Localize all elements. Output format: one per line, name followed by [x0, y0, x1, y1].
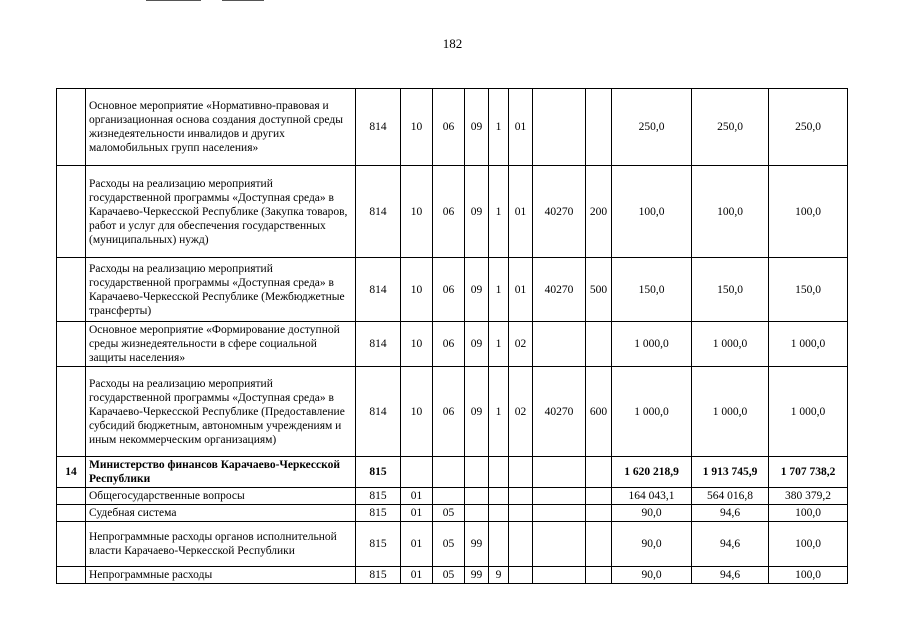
table-row [57, 258, 848, 322]
expense-type-code [586, 322, 612, 367]
subprogram-code: 1 [489, 89, 509, 166]
program-code: 09 [465, 367, 489, 457]
expense-type-code: 500 [586, 258, 612, 322]
direction-code: 40270 [533, 258, 586, 322]
row-name: Расходы на реализацию мероприятий государственной программы «Доступная среда» в Карачаево-Черкесской Республике (Закупка товаров, работ и услуг для обеспечения государственных (муниципальных) нужд) [86, 166, 356, 258]
subprogram-code: 1 [489, 258, 509, 322]
amount-year-3: 1 000,0 [769, 322, 848, 367]
table-row [57, 567, 848, 584]
expense-type-code [586, 488, 612, 505]
section-code: 01 [401, 567, 433, 584]
event-code [509, 567, 533, 584]
expense-type-code [586, 567, 612, 584]
expense-type-code [586, 505, 612, 522]
expense-type-code: 200 [586, 166, 612, 258]
row-name: Непрограммные расходы [86, 567, 356, 584]
amount-year-1: 150,0 [612, 258, 692, 322]
amount-year-3: 100,0 [769, 567, 848, 584]
event-code [509, 522, 533, 567]
ved-code: 815 [356, 567, 401, 584]
amount-year-3: 1 000,0 [769, 367, 848, 457]
ved-code: 814 [356, 258, 401, 322]
subsection-code: 06 [433, 367, 465, 457]
row-name: Основное мероприятие «Формирование доступной среды жизнедеятельности в сфере социальной защиты населения» [86, 322, 356, 367]
program-code: 99 [465, 567, 489, 584]
row-number [57, 367, 86, 457]
amount-year-2: 250,0 [692, 89, 769, 166]
event-code: 01 [509, 166, 533, 258]
section-code: 10 [401, 322, 433, 367]
section-code: 01 [401, 522, 433, 567]
amount-year-2: 564 016,8 [692, 488, 769, 505]
scan-mark [146, 0, 201, 1]
program-code [465, 457, 489, 488]
direction-code [533, 567, 586, 584]
section-code [401, 457, 433, 488]
expense-type-code [586, 89, 612, 166]
program-code: 99 [465, 522, 489, 567]
ved-code: 815 [356, 505, 401, 522]
row-name: Основное мероприятие «Нормативно-правовая и организационная основа создания доступной среды жизнедеятельности инвалидов и других маломобильных групп населения» [86, 89, 356, 166]
amount-year-3: 150,0 [769, 258, 848, 322]
subsection-code: 05 [433, 505, 465, 522]
page-number: 182 [442, 36, 463, 51]
program-code: 09 [465, 322, 489, 367]
section-code: 10 [401, 367, 433, 457]
subprogram-code: 1 [489, 322, 509, 367]
amount-year-1: 164 043,1 [612, 488, 692, 505]
ved-code: 815 [356, 457, 401, 488]
expense-type-code: 600 [586, 367, 612, 457]
subsection-code: 06 [433, 258, 465, 322]
section-code: 10 [401, 166, 433, 258]
subprogram-code: 9 [489, 567, 509, 584]
direction-code [533, 522, 586, 567]
amount-year-3: 100,0 [769, 166, 848, 258]
row-number [57, 258, 86, 322]
subprogram-code [489, 505, 509, 522]
ved-code: 814 [356, 367, 401, 457]
amount-year-2: 1 000,0 [692, 322, 769, 367]
row-name: Расходы на реализацию мероприятий государственной программы «Доступная среда» в Карачаево-Черкесской Республике (Предоставление субсидий бюджетным, автономным учреждениям и иным некоммерческим организациям) [86, 367, 356, 457]
amount-year-1: 1 000,0 [612, 322, 692, 367]
subsection-code: 06 [433, 322, 465, 367]
direction-code [533, 505, 586, 522]
program-code: 09 [465, 258, 489, 322]
subprogram-code: 1 [489, 166, 509, 258]
section-code: 01 [401, 488, 433, 505]
subsection-code: 05 [433, 567, 465, 584]
amount-year-1: 90,0 [612, 505, 692, 522]
event-code: 02 [509, 367, 533, 457]
ved-code: 814 [356, 89, 401, 166]
amount-year-2: 94,6 [692, 567, 769, 584]
direction-code [533, 457, 586, 488]
amount-year-1: 90,0 [612, 567, 692, 584]
direction-code [533, 488, 586, 505]
section-code: 10 [401, 258, 433, 322]
direction-code [533, 322, 586, 367]
row-number [57, 567, 86, 584]
table-row [57, 522, 848, 567]
subsection-code: 06 [433, 166, 465, 258]
expense-type-code [586, 457, 612, 488]
amount-year-3: 1 707 738,2 [769, 457, 848, 488]
section-code: 10 [401, 89, 433, 166]
amount-year-2: 94,6 [692, 505, 769, 522]
program-code: 09 [465, 166, 489, 258]
row-name: Общегосударственные вопросы [86, 488, 356, 505]
row-number [57, 522, 86, 567]
subsection-code [433, 488, 465, 505]
event-code: 01 [509, 89, 533, 166]
table-row [57, 367, 848, 457]
row-name: Министерство финансов Карачаево-Черкесской Республики [86, 457, 356, 488]
amount-year-2: 94,6 [692, 522, 769, 567]
program-code [465, 488, 489, 505]
amount-year-2: 1 913 745,9 [692, 457, 769, 488]
program-code [465, 505, 489, 522]
table-row [57, 488, 848, 505]
ved-code: 815 [356, 522, 401, 567]
subsection-code: 05 [433, 522, 465, 567]
subprogram-code: 1 [489, 367, 509, 457]
row-number [57, 505, 86, 522]
amount-year-1: 250,0 [612, 89, 692, 166]
ved-code: 814 [356, 166, 401, 258]
row-name: Расходы на реализацию мероприятий государственной программы «Доступная среда» в Карачаево-Черкесской Республике (Межбюджетные трансферты) [86, 258, 356, 322]
amount-year-3: 100,0 [769, 522, 848, 567]
amount-year-2: 150,0 [692, 258, 769, 322]
event-code: 02 [509, 322, 533, 367]
table-row [57, 166, 848, 258]
expense-type-code [586, 522, 612, 567]
row-name: Непрограммные расходы органов исполнительной власти Карачаево-Черкесской Республики [86, 522, 356, 567]
section-code: 01 [401, 505, 433, 522]
table-row [57, 322, 848, 367]
table-body [57, 89, 848, 584]
amount-year-3: 380 379,2 [769, 488, 848, 505]
row-number [57, 166, 86, 258]
subsection-code [433, 457, 465, 488]
event-code [509, 488, 533, 505]
scan-mark [222, 0, 264, 1]
ved-code: 814 [356, 322, 401, 367]
direction-code: 40270 [533, 166, 586, 258]
amount-year-1: 100,0 [612, 166, 692, 258]
row-number [57, 89, 86, 166]
program-code: 09 [465, 89, 489, 166]
event-code [509, 505, 533, 522]
amount-year-2: 1 000,0 [692, 367, 769, 457]
direction-code: 40270 [533, 367, 586, 457]
amount-year-1: 90,0 [612, 522, 692, 567]
event-code [509, 457, 533, 488]
subprogram-code [489, 522, 509, 567]
event-code: 01 [509, 258, 533, 322]
table-row [57, 505, 848, 522]
row-number [57, 322, 86, 367]
row-number: 14 [57, 457, 86, 488]
subsection-code: 06 [433, 89, 465, 166]
amount-year-2: 100,0 [692, 166, 769, 258]
table-row [57, 457, 848, 488]
direction-code [533, 89, 586, 166]
row-name: Судебная система [86, 505, 356, 522]
budget-table [56, 88, 848, 584]
subprogram-code [489, 457, 509, 488]
amount-year-3: 250,0 [769, 89, 848, 166]
row-number [57, 488, 86, 505]
amount-year-1: 1 000,0 [612, 367, 692, 457]
ved-code: 815 [356, 488, 401, 505]
amount-year-3: 100,0 [769, 505, 848, 522]
table-row [57, 89, 848, 166]
amount-year-1: 1 620 218,9 [612, 457, 692, 488]
subprogram-code [489, 488, 509, 505]
